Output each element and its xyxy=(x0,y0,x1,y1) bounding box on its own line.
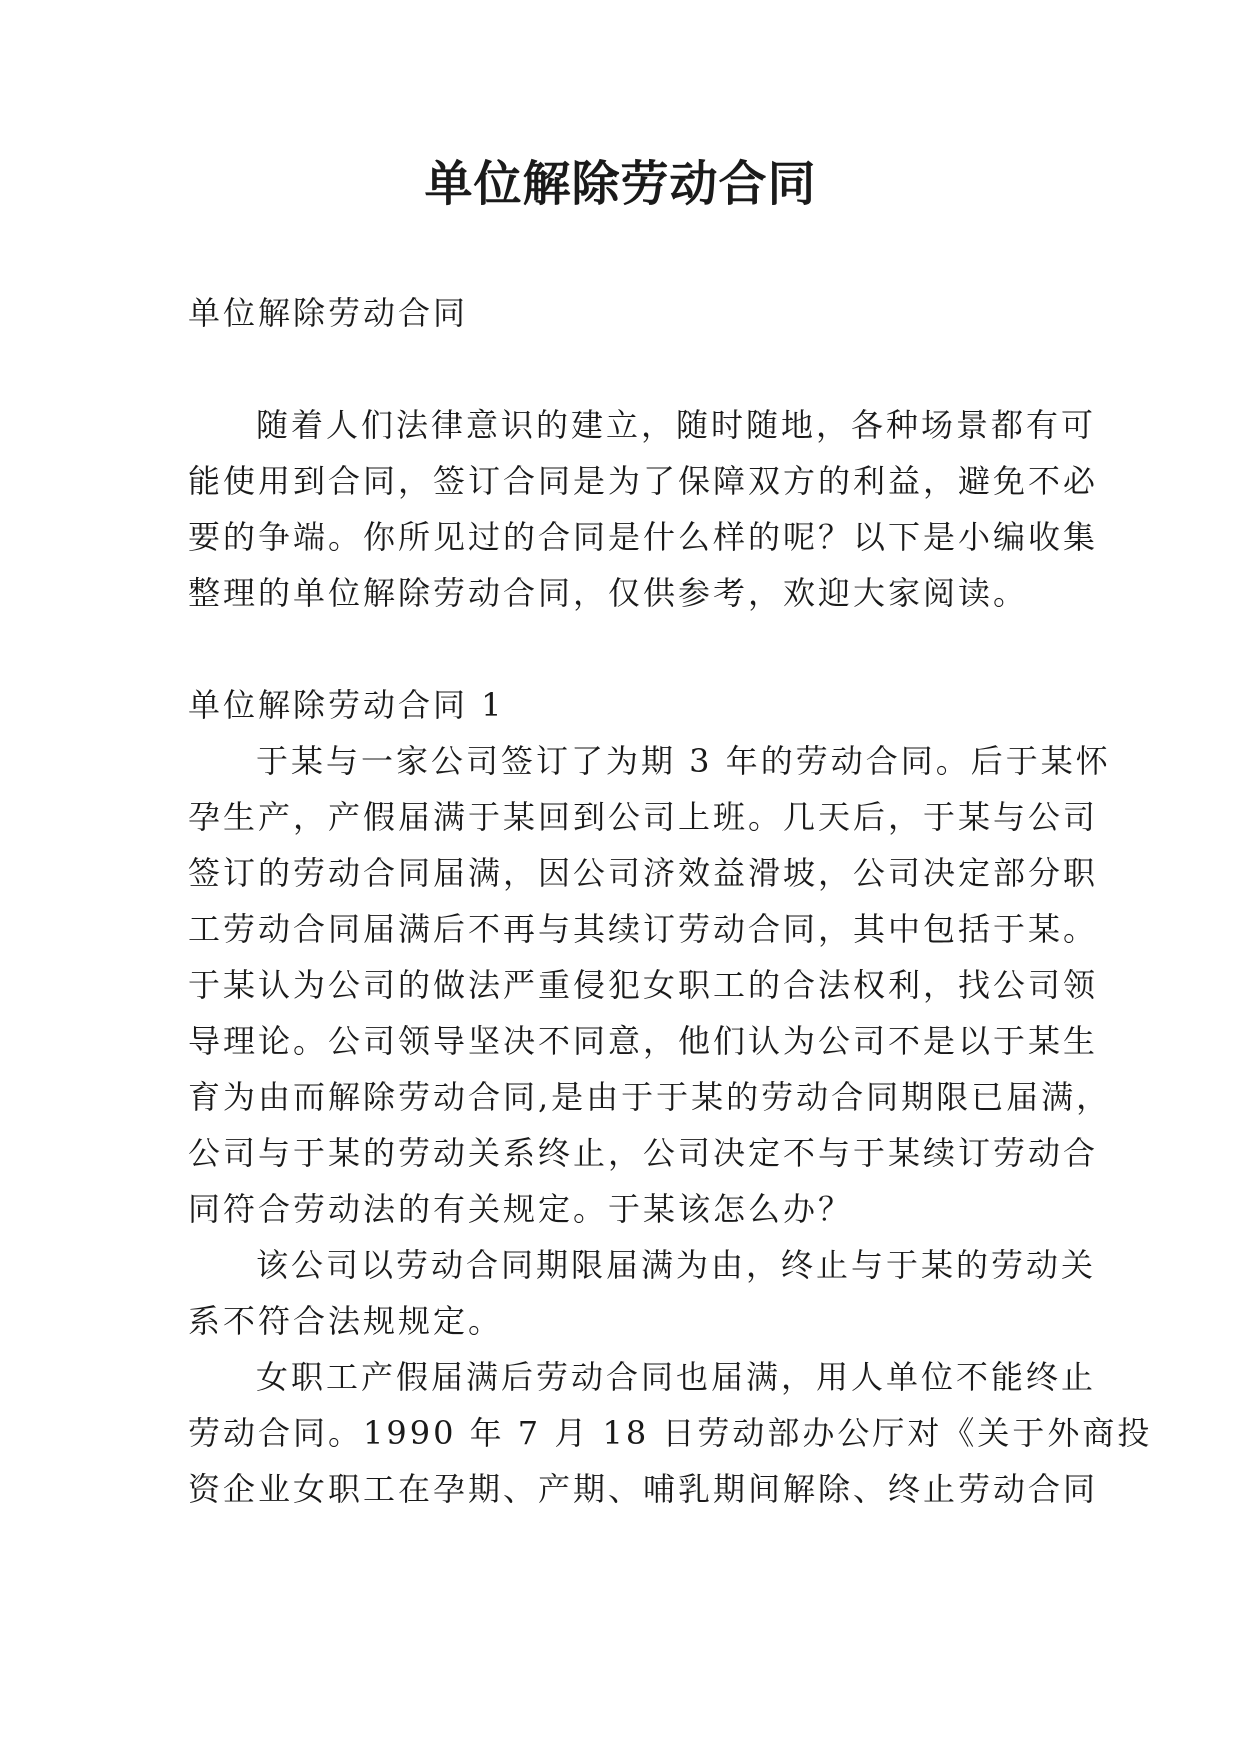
paragraph-line: 劳动合同。1990 年 7 月 18 日劳动部办公厅对《关于外商投 xyxy=(188,1414,1153,1452)
paragraph-line: 工劳动合同届满后不再与其续订劳动合同，其中包括于某。 xyxy=(188,910,1099,948)
paragraph-line: 孕生产，产假届满于某回到公司上班。几天后，于某与公司 xyxy=(188,798,1099,836)
body-paragraph-1 xyxy=(188,733,1112,1237)
paragraph-line: 同符合劳动法的有关规定。于某该怎么办？ xyxy=(188,1190,854,1228)
body-paragraph-3 xyxy=(188,1349,1153,1517)
document-body xyxy=(188,285,1153,1517)
paragraph-line: 育为由而解除劳动合同,是由于于某的劳动合同期限已届满， xyxy=(188,1078,1112,1116)
intro-line: 能使用到合同，签订合同是为了保障双方的利益，避免不必 xyxy=(188,462,1099,500)
section-heading: 单位解除劳动合同 1 xyxy=(188,686,505,724)
body-paragraph-2 xyxy=(188,1237,1097,1349)
paragraph-line: 女职工产假届满后劳动合同也届满，用人单位不能终止 xyxy=(256,1358,1097,1396)
subtitle: 单位解除劳动合同 xyxy=(188,294,469,332)
paragraph-line: 资企业女职工在孕期、产期、哺乳期间解除、终止劳动合同 xyxy=(188,1470,1099,1508)
intro-line: 要的争端。你所见过的合同是什么样的呢？以下是小编收集 xyxy=(188,518,1099,556)
paragraph-line: 于某认为公司的做法严重侵犯女职工的合法权利，找公司领 xyxy=(188,966,1099,1004)
intro-line: 整理的单位解除劳动合同，仅供参考，欢迎大家阅读。 xyxy=(188,574,1029,612)
paragraph-line: 于某与一家公司签订了为期 3 年的劳动合同。后于某怀 xyxy=(256,742,1111,780)
paragraph-line: 系不符合法规规定。 xyxy=(188,1302,504,1340)
spacer xyxy=(188,341,1063,397)
paragraph-line: 签订的劳动合同届满，因公司济效益滑坡，公司决定部分职 xyxy=(188,854,1099,892)
spacer xyxy=(188,621,1063,677)
paragraph-line: 导理论。公司领导坚决不同意，他们认为公司不是以于某生 xyxy=(188,1022,1099,1060)
paragraph-line: 该公司以劳动合同期限届满为由，终止与于某的劳动关 xyxy=(256,1246,1097,1284)
intro-paragraph xyxy=(188,397,1099,621)
paragraph-line: 公司与于某的劳动关系终止，公司决定不与于某续订劳动合 xyxy=(188,1134,1099,1172)
document-title: 单位解除劳动合同 xyxy=(424,156,817,212)
intro-line: 随着人们法律意识的建立，随时随地，各种场景都有可 xyxy=(256,406,1097,444)
